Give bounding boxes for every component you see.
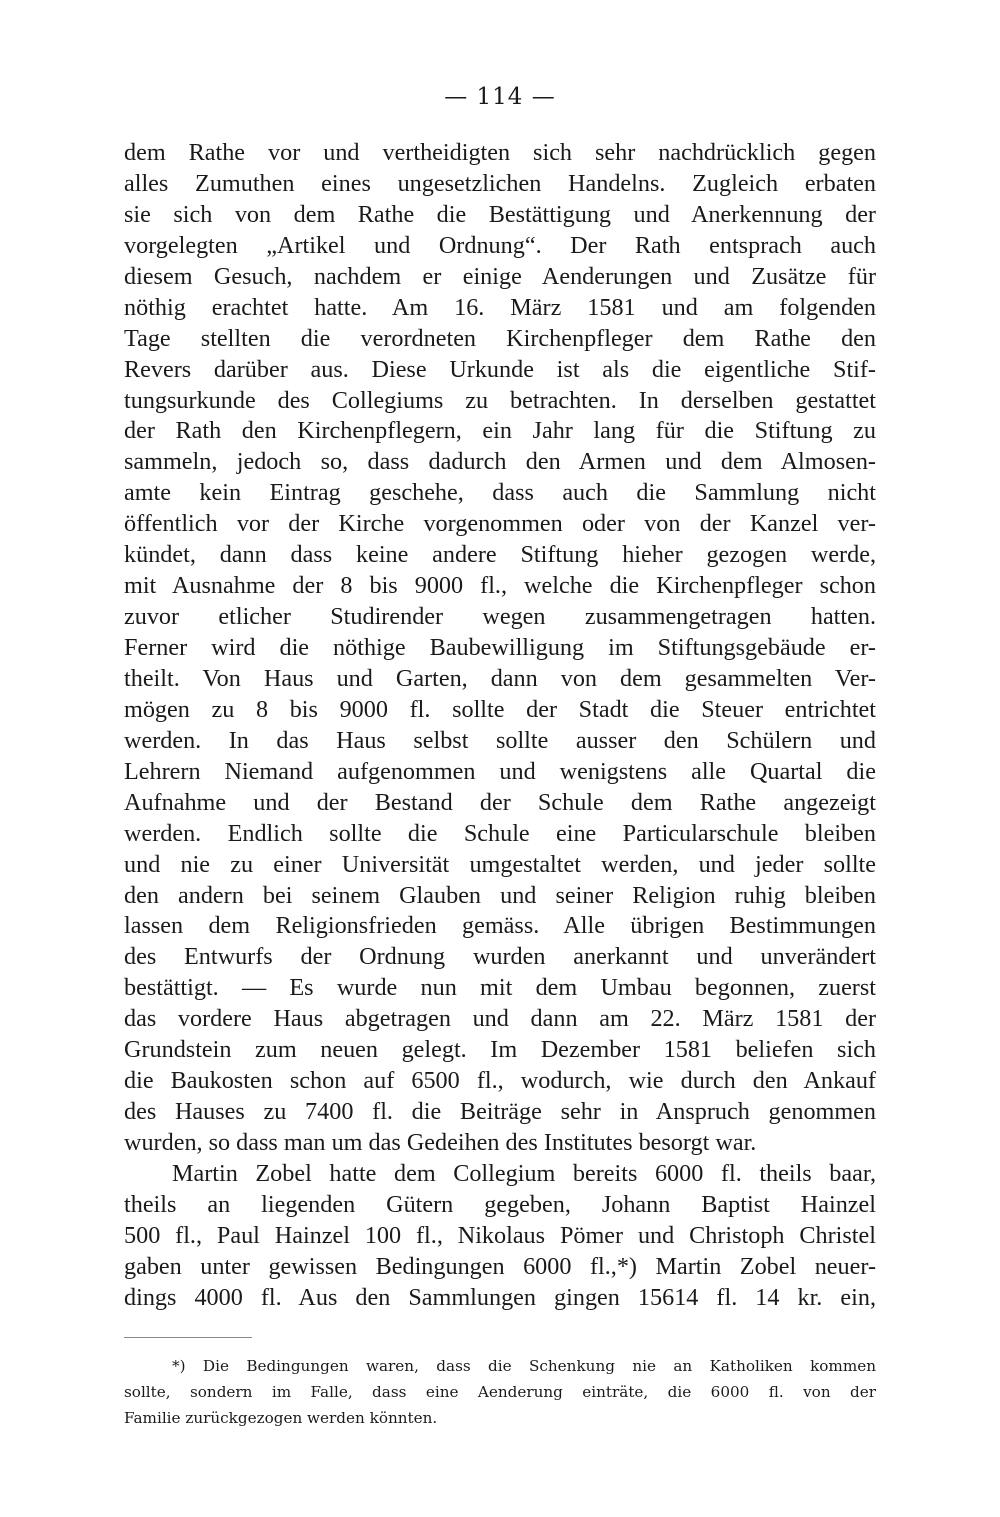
text-line: dem Rathe vor und vertheidigten sich sehr nachdrücklich gegen [124, 139, 876, 166]
text-line: 500 fl., Paul Hainzel 100 fl., Nikolaus Pömer und Christoph Christel [124, 1221, 876, 1249]
footnote [124, 1353, 876, 1432]
text-line: Ferner wird die nöthige Baubewilligung im Stiftungsgebäude er- [124, 634, 876, 661]
text-line: bestättigt. — Es wurde nun mit dem Umbau begonnen, zuerst [124, 974, 876, 1002]
text-line: tungsurkunde des Collegiums zu betrachten. In derselben gestattet [124, 386, 876, 414]
text-line: das vordere Haus abgetragen und dann am 22. März 1581 der [124, 1005, 876, 1033]
text-line: und nie zu einer Universität umgestaltet werden, und jeder sollte [124, 850, 876, 878]
text-line: öffentlich vor der Kirche vorgenommen oder von der Kanzel ver- [124, 510, 876, 538]
text-line: mögen zu 8 bis 9000 fl. sollte der Stadt die Steuer entrichtet [124, 695, 876, 723]
text-line: Grundstein zum neuen gelegt. Im Dezember 1581 beliefen sich [124, 1036, 876, 1064]
text-line: mit Ausnahme der 8 bis 9000 fl., welche die Kirchenpfleger schon [124, 572, 876, 600]
footnote-line: Familie zurückgezogen werden könnten. [124, 1409, 438, 1428]
footnote-divider [124, 1337, 252, 1338]
text-line: theilt. Von Haus und Garten, dann von dem gesammelten Ver- [124, 664, 876, 692]
text-line: sammeln, jedoch so, dass dadurch den Armen und dem Almosen- [124, 448, 876, 476]
text-line: werden. In das Haus selbst sollte ausser den Schülern und [124, 726, 876, 754]
text-line: des Hauses zu 7400 fl. die Beiträge sehr in Anspruch genommen [124, 1098, 876, 1126]
footnote-line: *) Die Bedingungen waren, dass die Schenkung nie an Katholiken kommen [172, 1357, 876, 1375]
page-number: — 114 — [444, 84, 556, 110]
text-line: werden. Endlich sollte die Schule eine Particularschule bleiben [124, 819, 876, 847]
text-line: Revers darüber aus. Diese Urkunde ist als die eigentliche Stif- [124, 355, 876, 383]
text-line: sie sich von dem Rathe die Bestättigung und Anerkennung der [124, 200, 876, 228]
footnote-line: sollte, sondern im Falle, dass eine Aenderung einträte, die 6000 fl. von der [124, 1383, 876, 1402]
text-line: lassen dem Religionsfrieden gemäss. Alle übrigen Bestimmungen [124, 912, 876, 940]
text-line: gaben unter gewissen Bedingungen 6000 fl.,*) Martin Zobel neuer- [124, 1252, 876, 1280]
text-line: amte kein Eintrag geschehe, dass auch die Sammlung nicht [124, 479, 876, 507]
text-line: theils an liegenden Gütern gegeben, Johann Baptist Hainzel [124, 1190, 876, 1218]
text-line: des Entwurfs der Ordnung wurden anerkannt und unverändert [124, 943, 876, 971]
text-line: Tage stellten die verordneten Kirchenpfleger dem Rathe den [124, 324, 876, 352]
text-line: Martin Zobel hatte dem Collegium bereits 6000 fl. theils baar, [172, 1159, 876, 1187]
text-line: Aufnahme und der Bestand der Schule dem Rathe angezeigt [124, 788, 876, 816]
text-line: diesem Gesuch, nachdem er einige Aenderungen und Zusätze für [124, 262, 876, 290]
text-line: die Baukosten schon auf 6500 fl., wodurch, wie durch den Ankauf [124, 1067, 876, 1095]
body-text [124, 138, 876, 1314]
text-line: wurden, so dass man um das Gedeihen des Institutes besorgt war. [124, 1129, 757, 1156]
text-line: der Rath den Kirchenpflegern, ein Jahr lang für die Stiftung zu [124, 417, 876, 445]
text-line: vorgelegten „Artikel und Ordnung“. Der Rath entsprach auch [124, 231, 876, 259]
text-line: den andern bei seinem Glauben und seiner Religion ruhig bleiben [124, 881, 876, 909]
text-line: dings 4000 fl. Aus den Sammlungen gingen 15614 fl. 14 kr. ein, [124, 1283, 876, 1311]
text-line: kündet, dann dass keine andere Stiftung hieher gezogen werde, [124, 541, 876, 569]
text-line: Lehrern Niemand aufgenommen und wenigstens alle Quartal die [124, 757, 876, 785]
text-line: zuvor etlicher Studirender wegen zusammengetragen hatten. [124, 603, 876, 631]
text-line: nöthig erachtet hatte. Am 16. März 1581 und am folgenden [124, 293, 876, 321]
text-line: alles Zumuthen eines ungesetzlichen Handelns. Zugleich erbaten [124, 169, 876, 197]
